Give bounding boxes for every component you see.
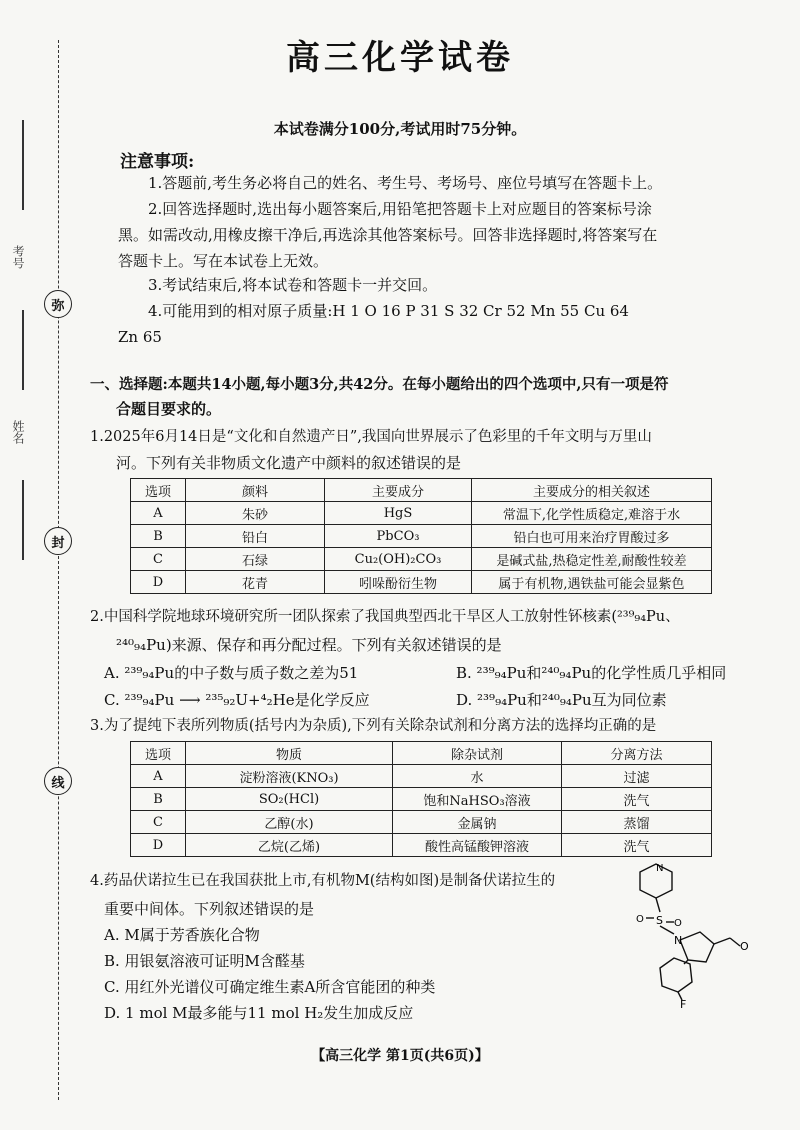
notice-line: 3.考试结束后,将本试卷和答题卡一并交回。 [148, 276, 438, 294]
aldehyde-o-label: O [740, 940, 749, 953]
table-cell: PbCO₃ [325, 525, 472, 548]
table-cell: 是碱式盐,热稳定性差,耐酸性较差 [472, 548, 712, 571]
notice-line: 1.答题前,考生务必将自己的姓名、考生号、考场号、座位号填写在答题卡上。 [148, 174, 663, 192]
field-underline [22, 480, 24, 560]
table-cell: 洗气 [562, 788, 712, 811]
table-cell: 饱和NaHSO₃溶液 [393, 788, 562, 811]
table-row [131, 765, 712, 788]
seal-char-feng: 封 [44, 527, 72, 555]
question-2-option-b: B. ²³⁹₉₄Pu和²⁴⁰₉₄Pu的化学性质几乎相同 [456, 664, 727, 682]
table-cell: A [131, 765, 186, 788]
table-cell: B [131, 788, 186, 811]
table-cell: 朱砂 [186, 502, 325, 525]
table-row [131, 811, 712, 834]
table-header: 主要成分的相关叙述 [472, 479, 712, 502]
question-1-stem: 河。下列有关非物质文化遗产中颜料的叙述错误的是 [116, 454, 462, 472]
table-cell: 吲哚酚衍生物 [325, 571, 472, 594]
pyrrole-ring [680, 932, 714, 962]
notice-line: 答题卡上。写在本试卷上无效。 [118, 252, 329, 270]
atom-label: F [680, 998, 687, 1010]
seal-char-xian: 线 [44, 767, 72, 795]
question-1-stem: 1.2025年6月14日是“文化和自然遗产日”,我国向世界展示了色彩里的千年文明与万里山 [90, 429, 652, 445]
table-row [131, 788, 712, 811]
table-cell: SO₂(HCl) [186, 788, 393, 811]
question-4-stem: 4.药品伏诺拉生已在我国获批上市,有机物M(结构如图)是制备伏诺拉生的 [90, 873, 556, 889]
table-cell: HgS [325, 502, 472, 525]
field-label-exam-number: 考号 [11, 245, 25, 269]
page-footer: 【高三化学 第1页(共6页)】 [311, 1048, 489, 1064]
table-header: 颜料 [186, 479, 325, 502]
table-cell: 铅白也可用来治疗胃酸过多 [472, 525, 712, 548]
table-cell: 花青 [186, 571, 325, 594]
binding-dashed-line [58, 40, 59, 1100]
table-cell: 水 [393, 765, 562, 788]
question-4-option-c: C. 用红外光谱仪可确定维生素A所含官能团的种类 [104, 978, 436, 996]
atom-label: N [656, 863, 664, 874]
table-cell: 乙烷(乙烯) [186, 834, 393, 857]
table-cell: 常温下,化学性质稳定,难溶于水 [472, 502, 712, 525]
atom-label: S [656, 914, 663, 927]
question-4-option-d: D. 1 mol M最多能与11 mol H₂发生加成反应 [104, 1004, 414, 1022]
table-cell: 金属钠 [393, 811, 562, 834]
table-header-row [131, 742, 712, 765]
seal-char-mi: 弥 [44, 290, 72, 318]
notice-line: 黑。如需改动,用橡皮擦干净后,再选涂其他答案标号。回答非选择题时,将答案写在 [118, 226, 658, 244]
table-header: 物质 [186, 742, 393, 765]
table-cell: 过滤 [562, 765, 712, 788]
fluorophenyl-ring [660, 958, 692, 992]
question-2-stem: 2.中国科学院地球环境研究所一团队探索了我国典型西北干旱区人工放射性钚核素(²³⁹₉₄Pu、 [90, 609, 680, 625]
field-label-name: 姓名 [11, 420, 25, 444]
table-cell: D [131, 571, 186, 594]
notice-line: Zn 65 [118, 328, 162, 346]
table-row [131, 571, 712, 594]
table-header: 分离方法 [562, 742, 712, 765]
exam-subtitle: 本试卷满分100分,考试用时75分钟。 [273, 120, 527, 138]
table-cell: 属于有机物,遇铁盐可能会显紫色 [472, 571, 712, 594]
question-4-stem: 重要中间体。下列叙述错误的是 [104, 900, 315, 918]
notice-heading: 注意事项: [120, 152, 195, 172]
table-header-row [131, 479, 712, 502]
notice-line: 2.回答选择题时,选出每小题答案后,用铅笔把答题卡上对应题目的答案标号涂 [148, 200, 652, 218]
table-cell: 铅白 [186, 525, 325, 548]
table-cell: Cu₂(OH)₂CO₃ [325, 548, 472, 571]
section-heading: 一、选择题:本题共14小题,每小题3分,共42分。在每小题给出的四个选项中,只有一项是符 [90, 376, 669, 393]
table-cell: 石绿 [186, 548, 325, 571]
atom-label: O [636, 914, 644, 925]
table-row [131, 502, 712, 525]
atom-label: O [674, 918, 682, 929]
question-2-option-c: C. ²³⁹₉₄Pu ⟶ ²³⁵₉₂U+⁴₂He是化学反应 [104, 691, 370, 709]
table-cell: 蒸馏 [562, 811, 712, 834]
notice-line: 4.可能用到的相对原子质量:H 1 O 16 P 31 S 32 Cr 52 Mn 55 Cu 64 [148, 302, 629, 320]
question-3-stem: 3.为了提纯下表所列物质(括号内为杂质),下列有关除杂试剂和分离方法的选择均正确的是 [90, 718, 657, 734]
question-2-option-a: A. ²³⁹₉₄Pu的中子数与质子数之差为51 [104, 664, 359, 682]
question-4-option-b: B. 用银氨溶液可证明M含醛基 [104, 952, 305, 970]
table-row [131, 548, 712, 571]
table-cell: 酸性高锰酸钾溶液 [393, 834, 562, 857]
question-4-option-a: A. M属于芳香族化合物 [104, 926, 260, 944]
question-3-table [130, 741, 712, 857]
table-cell: D [131, 834, 186, 857]
section-heading: 合题目要求的。 [116, 400, 222, 418]
table-header: 主要成分 [325, 479, 472, 502]
page-title: 高三化学试卷 [286, 38, 514, 78]
question-1-table [130, 478, 712, 594]
atom-label: N [674, 934, 683, 947]
table-header: 选项 [131, 742, 186, 765]
table-cell: B [131, 525, 186, 548]
question-2-stem: ²⁴⁰₉₄Pu)来源、保存和再分配过程。下列有关叙述错误的是 [116, 636, 502, 654]
table-cell: 洗气 [562, 834, 712, 857]
table-cell: 乙醇(水) [186, 811, 393, 834]
question-2-option-d: D. ²³⁹₉₄Pu和²⁴⁰₉₄Pu互为同位素 [456, 691, 667, 709]
table-cell: A [131, 502, 186, 525]
molecule-m-structure [618, 860, 768, 1010]
table-cell: C [131, 811, 186, 834]
table-row [131, 834, 712, 857]
table-row [131, 525, 712, 548]
table-header: 选项 [131, 479, 186, 502]
field-underline [22, 310, 24, 390]
table-cell: 淀粉溶液(KNO₃) [186, 765, 393, 788]
table-cell: C [131, 548, 186, 571]
table-header: 除杂试剂 [393, 742, 562, 765]
